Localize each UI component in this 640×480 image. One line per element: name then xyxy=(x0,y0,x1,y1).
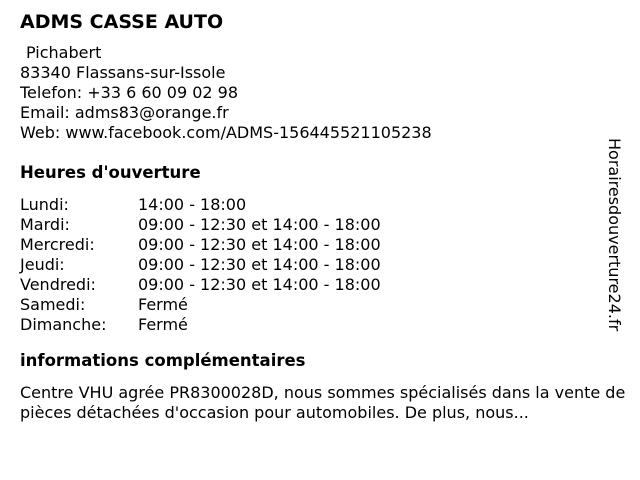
hours-day: Jeudi: xyxy=(20,255,65,274)
address-city: 83340 Flassans-sur-Issole xyxy=(20,63,226,82)
hours-day: Lundi: xyxy=(20,195,69,214)
web-line: Web: www.facebook.com/ADMS-156445521105238 xyxy=(20,123,432,142)
business-name: ADMS CASSE AUTO xyxy=(20,11,224,33)
opening-hours-heading: Heures d'ouverture xyxy=(20,163,201,182)
opening-hours-table xyxy=(20,195,620,335)
hours-time: 14:00 - 18:00 xyxy=(138,195,247,214)
additional-info-heading: informations complémentaires xyxy=(20,351,306,370)
hours-row-saturday xyxy=(20,295,620,315)
hours-day: Mardi: xyxy=(20,215,70,234)
hours-day: Mercredi: xyxy=(20,235,95,254)
hours-time: 09:00 - 12:30 et 14:00 - 18:00 xyxy=(138,275,381,294)
hours-row-monday xyxy=(20,195,620,215)
business-card xyxy=(20,10,626,423)
hours-row-thursday xyxy=(20,255,620,275)
email-line: Email: adms83@orange.fr xyxy=(20,103,229,122)
hours-day: Vendredi: xyxy=(20,275,96,294)
hours-day: Samedi: xyxy=(20,295,86,314)
hours-row-sunday xyxy=(20,315,620,335)
hours-day: Dimanche: xyxy=(20,315,107,334)
hours-row-friday xyxy=(20,275,620,295)
hours-row-tuesday xyxy=(20,215,620,235)
hours-time: Fermé xyxy=(138,315,188,334)
phone-line: Telefon: +33 6 60 09 02 98 xyxy=(20,83,239,102)
address-street: Pichabert xyxy=(26,43,102,62)
hours-time: 09:00 - 12:30 et 14:00 - 18:00 xyxy=(138,235,381,254)
hours-time: Fermé xyxy=(138,295,188,314)
hours-row-wednesday xyxy=(20,235,620,255)
watermark-text: Horairesdouverture24.fr xyxy=(605,138,624,332)
hours-time: 09:00 - 12:30 et 14:00 - 18:00 xyxy=(138,215,381,234)
hours-time: 09:00 - 12:30 et 14:00 - 18:00 xyxy=(138,255,381,274)
additional-info-text: Centre VHU agrée PR8300028D, nous sommes spécialisés dans la vente de pièces détachées d'occasion pour automobiles. De plus, nous... xyxy=(20,383,626,422)
